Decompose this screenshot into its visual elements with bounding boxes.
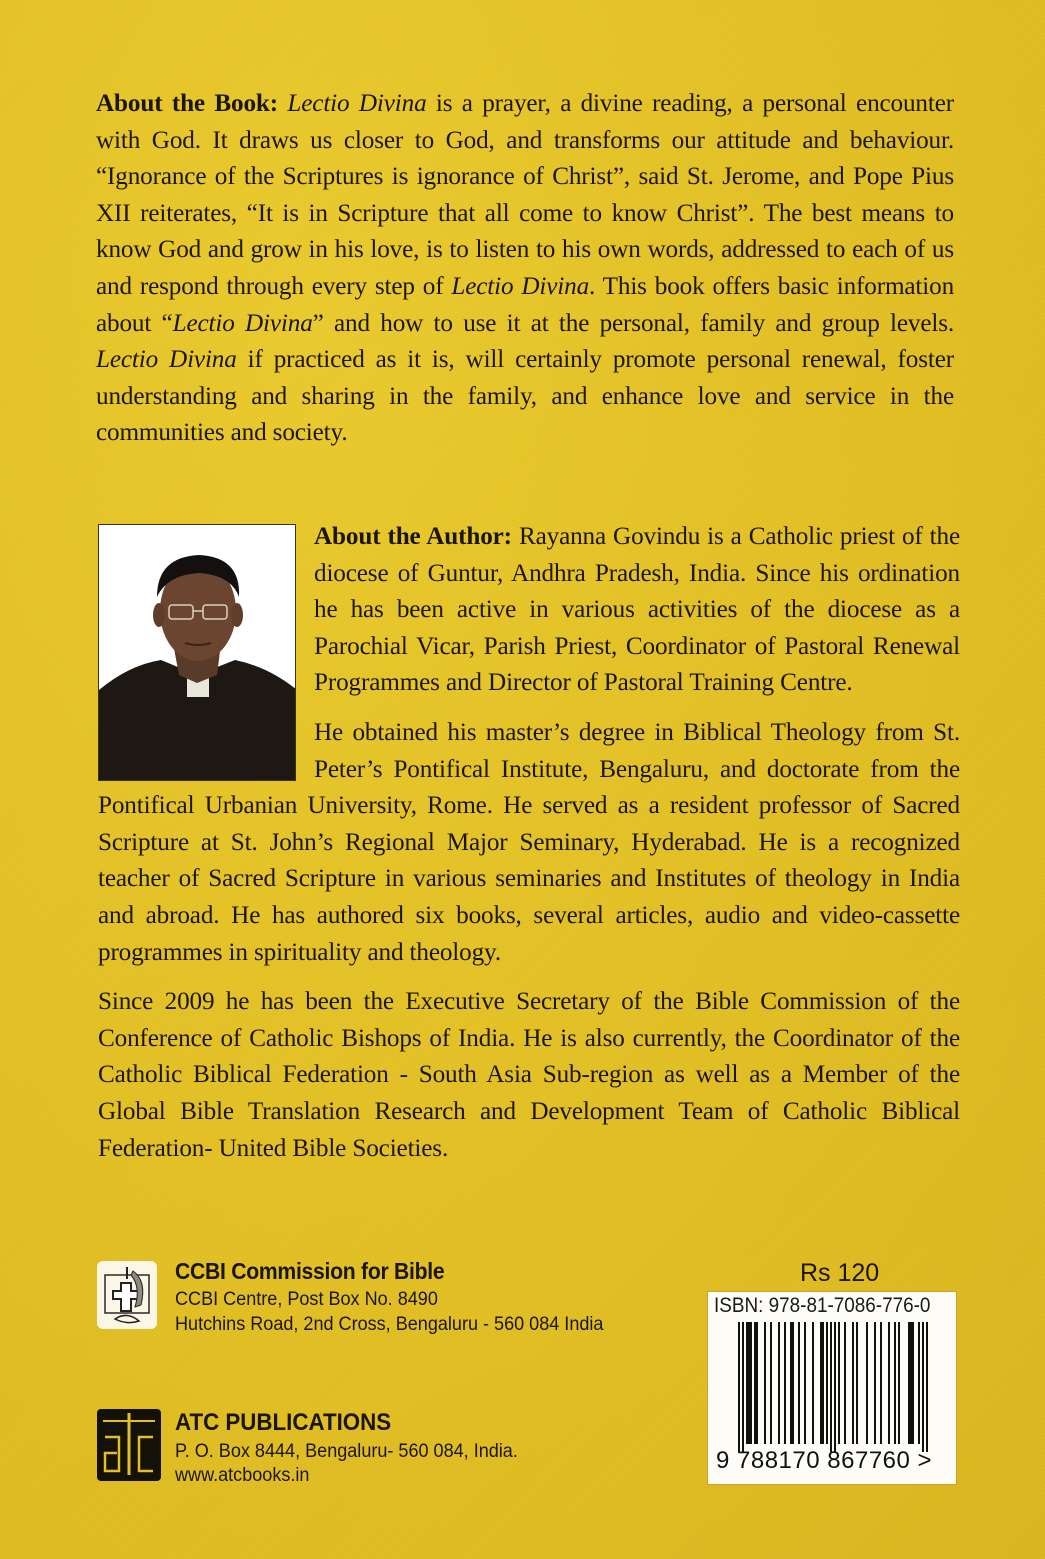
about-book-label: About the Book: (96, 90, 278, 117)
barcode-bar (792, 1322, 794, 1444)
barcode-bar (844, 1322, 846, 1444)
barcode-bar (770, 1322, 772, 1444)
barcode-bar (764, 1322, 766, 1444)
atc-publisher-block (97, 1409, 577, 1489)
about-the-author-section (98, 519, 960, 1167)
author-portrait-icon (99, 525, 296, 781)
barcode-icon (738, 1322, 948, 1452)
barcode-bar (838, 1322, 840, 1444)
barcode-bar (754, 1322, 756, 1444)
barcode-bar (830, 1322, 832, 1452)
barcode-bar (822, 1322, 824, 1444)
barcode-bar (910, 1322, 912, 1444)
barcode-bar (866, 1322, 868, 1444)
barcode-bar (784, 1322, 786, 1444)
about-book-paragraph (96, 86, 954, 452)
barcode-bar (738, 1322, 740, 1452)
barcode-bar (750, 1322, 752, 1444)
barcode-digits: 9 788170 867760 > (716, 1447, 933, 1474)
barcode-bar (798, 1322, 800, 1444)
barcode-bar (908, 1322, 910, 1444)
book-text-segment: if practiced as it is, will certainly promote personal renewal, foster understanding and sharing in the family, and enhance love and service in the communities and society. (96, 346, 954, 447)
atc-logo-icon (97, 1409, 161, 1481)
barcode-bar (820, 1322, 822, 1444)
price-label: Rs 120 (800, 1259, 880, 1287)
ccbi-publisher-block (97, 1258, 657, 1338)
barcode-bar (912, 1322, 914, 1444)
book-title-italic: Lectio Divina (287, 90, 427, 117)
book-title-italic: Lectio Divina (172, 309, 313, 337)
barcode-bar (926, 1322, 928, 1452)
barcode-bar (826, 1322, 828, 1444)
barcode-bar (894, 1322, 896, 1444)
barcode-bar (888, 1322, 890, 1444)
barcode-bar (852, 1322, 854, 1444)
ccbi-address-line-2: Hutchins Road, 2nd Cross, Bengaluru - 560 084 India (175, 1314, 604, 1335)
book-text-segment: ” and how to use it at the personal, family and group levels. (312, 309, 955, 337)
barcode-bar (834, 1322, 836, 1452)
barcode-bar (812, 1322, 814, 1444)
barcode-bar (922, 1322, 924, 1452)
barcode-bar (756, 1322, 758, 1444)
barcode-bar (742, 1322, 744, 1452)
atc-address: P. O. Box 8444, Bengaluru- 560 084, India. (175, 1441, 518, 1462)
barcode-bar (804, 1322, 806, 1444)
ccbi-cross-bible-icon (97, 1261, 157, 1329)
atc-name: ATC PUBLICATIONS (175, 1409, 392, 1436)
barcode-bar (918, 1322, 920, 1444)
isbn-barcode-box (707, 1291, 957, 1485)
author-paragraph-2: He obtained his master’s degree in Biblical Theology from St. Peter’s Pontifical Institute, Bengaluru, and doctorate from the Pontifical Urbanian University, Rome. He served as a resident professor of Sacred Scripture at St. John’s Regional Major Seminary, Hyderabad. He is a recognized teacher of Sacred Scripture in various seminaries and Institutes of theology in India and abroad. He has authored six books, several articles, audio and video-cassette programmes in spirituality and theology. (98, 718, 960, 966)
barcode-bar (790, 1322, 792, 1444)
atc-website-link[interactable]: www.atcbooks.in (175, 1465, 310, 1486)
ccbi-address-line-1: CCBI Centre, Post Box No. 8490 (175, 1289, 438, 1310)
author-intro-text: Rayanna Govindu is a Catholic priest of the diocese of Guntur, Andhra Pradesh, India. Since his ordination he has been active in various activities of the diocese as a Parochial Vicar, Parish Priest, Coordinator of Pastoral Renewal Programmes and Director of Pastoral Training Centre. (314, 523, 960, 697)
book-text-segment: is a prayer, a divine reading, a personal encounter with God. It draws us closer to God, and transforms our attitude and behaviour. “Ignorance of the Scriptures is ignorance of Christ”, said St. Jerome, and Pope Pius XII reiterates, “It is in Scripture that all come to know Christ”. The best means to know God and grow in his love, is to listen to his own words, addressed to each of us and respond through every step of (96, 90, 954, 300)
barcode-bar (778, 1322, 780, 1444)
barcode-bar (748, 1322, 750, 1444)
book-title-italic: Lectio Divina (451, 272, 590, 300)
barcode-bar (874, 1322, 876, 1444)
isbn-label: ISBN: 978-81-7086-776-0 (714, 1294, 931, 1317)
barcode-bar (856, 1322, 858, 1444)
author-paragraph-3: Since 2009 he has been the Executive Secretary of the Bible Commission of the Conference of Catholic Bishops of India. He is also currently, the Coordinator of the Catholic Biblical Federation - South Asia Sub-region as well as a Member of the Global Bible Translation Research and Development Team of Catholic Biblical Federation- United Bible Societies. (98, 988, 960, 1162)
barcode-bar (898, 1322, 900, 1444)
about-author-label: About the Author: (314, 523, 512, 550)
about-the-book-section (96, 86, 954, 452)
ccbi-name: CCBI Commission for Bible (175, 1258, 445, 1284)
book-text-segment: . This book offers basic information about “ (96, 272, 955, 337)
about-book-text (96, 90, 954, 446)
book-title-italic: Lectio Divina (96, 346, 237, 374)
barcode-bar (746, 1322, 748, 1444)
barcode-bar (880, 1322, 882, 1444)
author-photo (98, 524, 296, 781)
